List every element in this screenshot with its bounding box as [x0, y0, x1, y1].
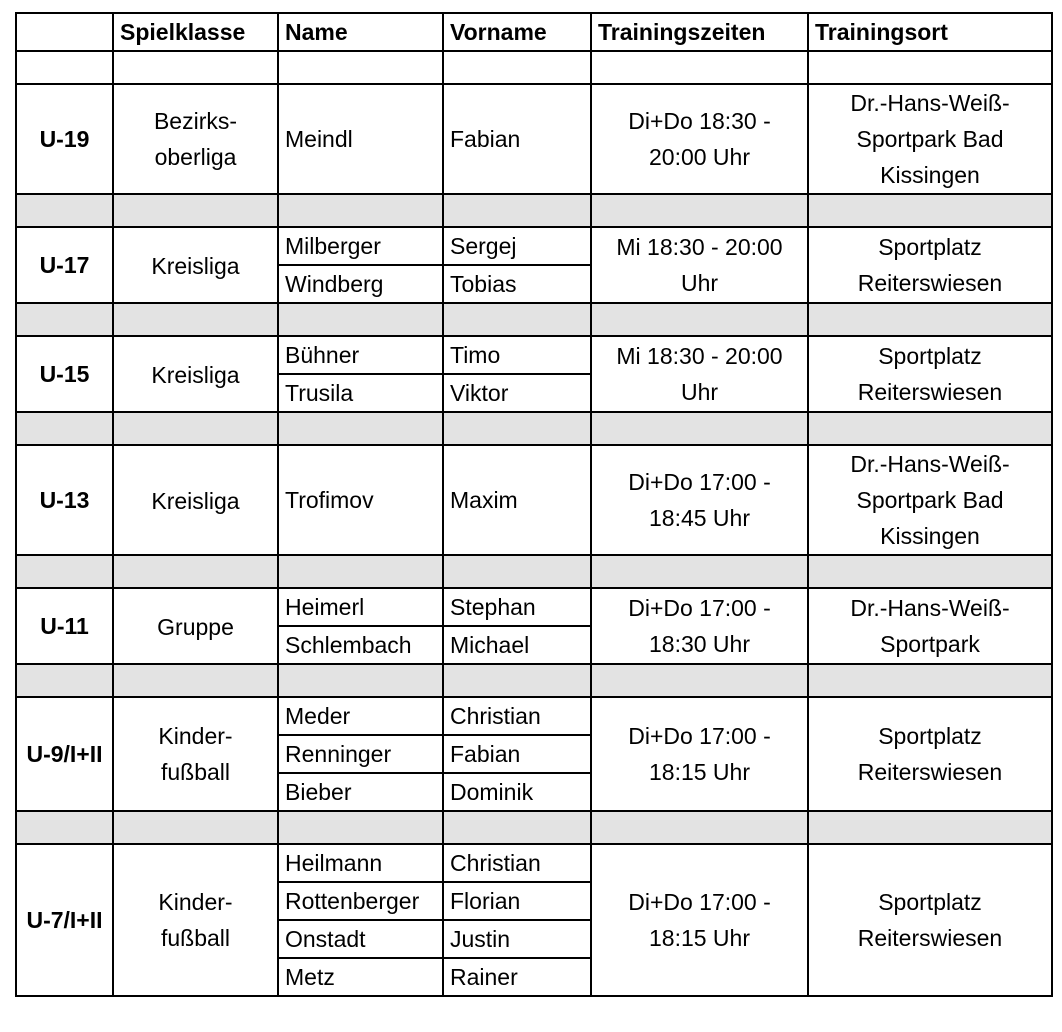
spielklasse-cell [113, 84, 278, 194]
player-name: Renninger [278, 735, 443, 773]
player-name: Windberg [278, 265, 443, 303]
cell-text: Sportplatz Reiterswiesen [857, 343, 1003, 405]
spacer-cell [278, 412, 443, 445]
spacer-cell [591, 51, 808, 84]
header-trainingsort: Trainingsort [808, 13, 1052, 51]
spielklasse-cell [113, 227, 278, 303]
player-first-name: Viktor [443, 374, 591, 412]
team-label: U-15 [16, 336, 113, 412]
player-name: Meder [278, 697, 443, 735]
team-row [16, 336, 1052, 374]
player-first-name: Rainer [443, 958, 591, 996]
training-schedule-table [15, 12, 1053, 997]
cell-text: Dr.-Hans-Weiß-Sportpark [850, 595, 1010, 657]
spacer-cell [278, 555, 443, 588]
spacer-cell [443, 664, 591, 697]
training-place-cell [808, 588, 1052, 664]
spacer-cell [113, 412, 278, 445]
spacer-row [16, 303, 1052, 336]
spacer-cell [113, 811, 278, 844]
spacer-cell [278, 664, 443, 697]
spacer-cell [443, 51, 591, 84]
cell-text: Mi 18:30 - 20:00 Uhr [616, 343, 783, 405]
spacer-cell [591, 303, 808, 336]
cell-text: Kinder-fußball [158, 723, 233, 785]
cell-text: Sportplatz Reiterswiesen [857, 889, 1003, 951]
spacer-cell [808, 555, 1052, 588]
team-label: U-11 [16, 588, 113, 664]
player-name: Bühner [278, 336, 443, 374]
cell-text: Mi 18:30 - 20:00 Uhr [616, 234, 783, 296]
training-times-cell [591, 336, 808, 412]
spacer-row [16, 194, 1052, 227]
spacer-cell [278, 303, 443, 336]
spacer-cell [16, 811, 113, 844]
cell-text: Di+Do 17:00 - 18:45 Uhr [628, 469, 771, 531]
spacer-row [16, 555, 1052, 588]
spacer-cell [443, 194, 591, 227]
training-times-cell [591, 445, 808, 555]
team-row [16, 445, 1052, 555]
training-times-cell [591, 697, 808, 811]
cell-text: Di+Do 17:00 - 18:30 Uhr [628, 595, 771, 657]
player-first-name: Fabian [443, 84, 591, 194]
spacer-cell [16, 51, 113, 84]
spacer-cell [278, 51, 443, 84]
training-place-cell [808, 844, 1052, 996]
spacer-cell [808, 51, 1052, 84]
training-times-cell [591, 844, 808, 996]
spacer-cell [278, 194, 443, 227]
table-header [16, 13, 1052, 51]
player-first-name: Christian [443, 697, 591, 735]
spacer-cell [278, 811, 443, 844]
spacer-cell [113, 555, 278, 588]
spacer-cell [808, 194, 1052, 227]
spacer-row [16, 412, 1052, 445]
cell-text: Bezirks-oberliga [153, 108, 238, 170]
training-place-cell [808, 84, 1052, 194]
cell-text: Dr.-Hans-Weiß-Sportpark Bad Kissingen [850, 90, 1010, 188]
spacer-cell [808, 303, 1052, 336]
player-name: Schlembach [278, 626, 443, 664]
header-vorname: Vorname [443, 13, 591, 51]
cell-text: Di+Do 17:00 - 18:15 Uhr [628, 723, 771, 785]
player-first-name: Fabian [443, 735, 591, 773]
player-first-name: Sergej [443, 227, 591, 265]
header-team [16, 13, 113, 51]
team-label: U-17 [16, 227, 113, 303]
cell-text: Sportplatz Reiterswiesen [857, 723, 1003, 785]
cell-text: Dr.-Hans-Weiß-Sportpark Bad Kissingen [850, 451, 1010, 549]
player-first-name: Tobias [443, 265, 591, 303]
spacer-cell [808, 412, 1052, 445]
training-times-cell [591, 84, 808, 194]
player-name: Heimerl [278, 588, 443, 626]
player-first-name: Christian [443, 844, 591, 882]
spacer-cell [113, 303, 278, 336]
spacer-row [16, 51, 1052, 84]
player-first-name: Justin [443, 920, 591, 958]
spacer-cell [443, 303, 591, 336]
spielklasse-cell [113, 445, 278, 555]
spacer-cell [591, 412, 808, 445]
cell-text: Di+Do 17:00 - 18:15 Uhr [628, 889, 771, 951]
player-name: Heilmann [278, 844, 443, 882]
spielklasse-cell [113, 844, 278, 996]
table-body [16, 51, 1052, 996]
cell-text: Kinder-fußball [158, 889, 233, 951]
spielklasse-cell [113, 588, 278, 664]
player-name: Meindl [278, 84, 443, 194]
team-row [16, 227, 1052, 265]
spacer-cell [113, 51, 278, 84]
player-first-name: Timo [443, 336, 591, 374]
cell-text: Gruppe [157, 613, 234, 640]
training-times-cell [591, 227, 808, 303]
training-place-cell [808, 445, 1052, 555]
team-label: U-19 [16, 84, 113, 194]
cell-text: Sportplatz Reiterswiesen [857, 234, 1003, 296]
player-first-name: Maxim [443, 445, 591, 555]
player-first-name: Michael [443, 626, 591, 664]
player-first-name: Stephan [443, 588, 591, 626]
training-times-cell [591, 588, 808, 664]
player-first-name: Florian [443, 882, 591, 920]
spacer-cell [16, 412, 113, 445]
spacer-cell [113, 664, 278, 697]
cell-text: Kreisliga [151, 252, 240, 279]
spacer-cell [808, 664, 1052, 697]
spacer-cell [808, 811, 1052, 844]
team-row [16, 697, 1052, 735]
spacer-cell [443, 555, 591, 588]
team-row [16, 844, 1052, 882]
cell-text: Kreisliga [151, 361, 240, 388]
player-first-name: Dominik [443, 773, 591, 811]
spacer-cell [16, 303, 113, 336]
spacer-cell [113, 194, 278, 227]
player-name: Trusila [278, 374, 443, 412]
spacer-cell [16, 555, 113, 588]
spacer-cell [16, 664, 113, 697]
team-row [16, 588, 1052, 626]
header-trainingszeiten: Trainingszeiten [591, 13, 808, 51]
player-name: Bieber [278, 773, 443, 811]
team-label: U-9/I+II [16, 697, 113, 811]
spielklasse-cell [113, 697, 278, 811]
player-name: Trofimov [278, 445, 443, 555]
training-place-cell [808, 697, 1052, 811]
training-place-cell [808, 336, 1052, 412]
spacer-cell [591, 811, 808, 844]
team-row [16, 84, 1052, 194]
training-place-cell [808, 227, 1052, 303]
spielklasse-cell [113, 336, 278, 412]
header-row [16, 13, 1052, 51]
spacer-cell [16, 194, 113, 227]
team-label: U-13 [16, 445, 113, 555]
cell-text: Kreisliga [151, 487, 240, 514]
spacer-cell [591, 664, 808, 697]
header-spielklasse: Spielklasse [113, 13, 278, 51]
spacer-cell [591, 194, 808, 227]
team-label: U-7/I+II [16, 844, 113, 996]
header-name: Name [278, 13, 443, 51]
player-name: Metz [278, 958, 443, 996]
spacer-row [16, 664, 1052, 697]
cell-text: Di+Do 18:30 - 20:00 Uhr [628, 108, 771, 170]
spacer-cell [443, 412, 591, 445]
player-name: Rottenberger [278, 882, 443, 920]
player-name: Milberger [278, 227, 443, 265]
spacer-row [16, 811, 1052, 844]
spacer-cell [591, 555, 808, 588]
player-name: Onstadt [278, 920, 443, 958]
spacer-cell [443, 811, 591, 844]
